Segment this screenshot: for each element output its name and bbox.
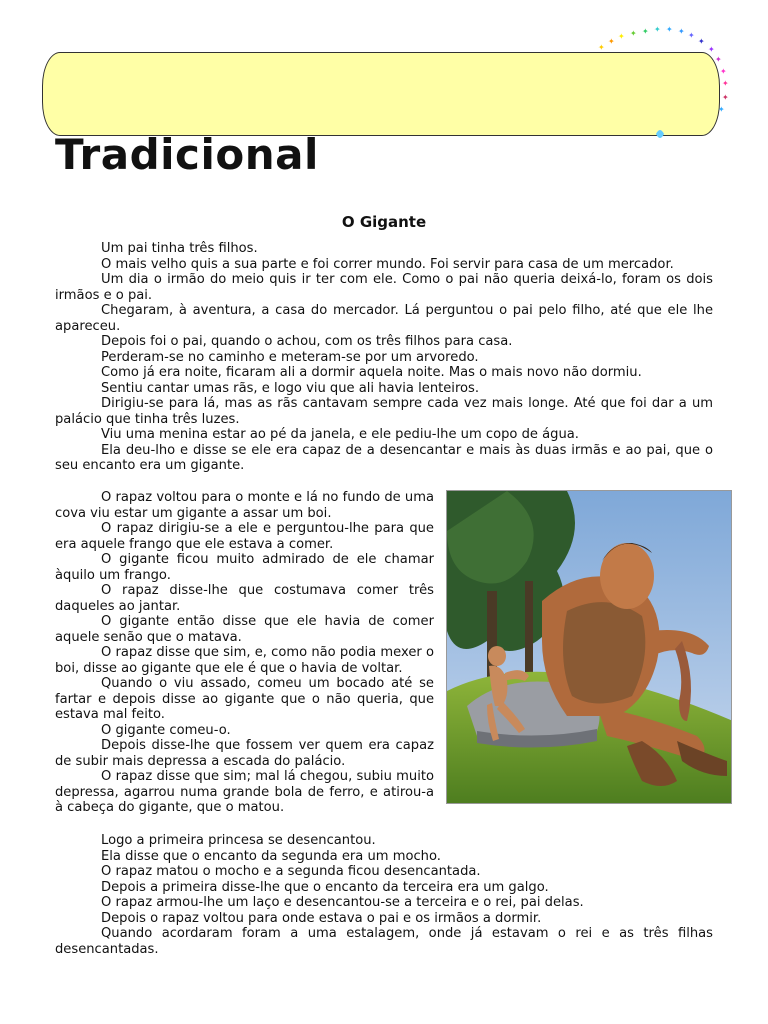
svg-text:✦: ✦ [630,29,637,38]
paragraph: O rapaz disse que sim; mal lá chegou, subiu muito depressa, agarrou numa grande bola de ferro, e atirou-a à cabeça do gigante, que o matou. [55,769,434,815]
svg-text:✦: ✦ [598,43,605,52]
paragraph: Depois disse-lhe que fossem ver quem era capaz de subir mais depressa a escada do palácio. [55,738,434,769]
svg-text:✦: ✦ [678,27,685,36]
paragraph: Dirigiu-se para lá, mas as rãs cantavam sempre cada vez mais longe. Até que foi dar a um palácio que tinha três luzes. [55,396,713,427]
paragraph: Logo a primeira princesa se desencantou. [101,833,376,848]
svg-text:✦: ✦ [666,25,673,34]
paragraph: O rapaz voltou para o monte e lá no fundo de uma cova viu estar um gigante a assar um boi. [55,490,434,521]
paragraph: O rapaz matou o mocho e a segunda ficou desencantada. [101,864,481,879]
paragraph: Viu uma menina estar ao pé da janela, e ele pediu-lhe um copo de água. [101,427,579,442]
paragraph: O gigante ficou muito admirado de ele chamar àquilo um frango. [55,552,434,583]
paragraph: O mais velho quis a sua parte e foi correr mundo. Foi servir para casa de um mercador. [101,256,674,272]
paragraph: O gigante comeu-o. [101,722,231,738]
paragraph: Sentiu cantar umas rãs, e logo viu que ali havia lenteiros. [101,380,480,396]
svg-text:✦: ✦ [698,37,705,46]
paragraph: Ela disse que o encanto da segunda era um mocho. [101,848,441,864]
svg-text:✦: ✦ [618,32,625,41]
story-text-bottom [55,833,713,957]
paragraph: Um pai tinha três filhos. [101,241,258,256]
svg-text:✦: ✦ [708,45,715,54]
paragraph: Depois o rapaz voltou para onde estava o pai e os irmãos a dormir. [101,910,542,926]
paragraph: Ela deu-lho e disse se ele era capaz de a desencantar e mais às duas irmãs e ao pai, que o seu encanto era um gigante. [55,442,713,473]
paragraph: O rapaz armou-lhe um laço e desencantou-se a terceira e o rei, pai delas. [101,895,584,910]
page-title: Tradicional [55,130,319,179]
paragraph: O rapaz disse-lhe que costumava comer três daqueles ao jantar. [55,583,434,614]
paragraph: Quando acordaram foram a uma estalagem, onde já estavam o rei e as três filhas desencantadas. [55,926,713,957]
story-text-wrapped [55,490,434,816]
paragraph: Depois a primeira disse-lhe que o encanto da terceira era um galgo. [101,879,549,895]
story-title: O Gigante [341,213,427,231]
paragraph: O gigante então disse que ele havia de comer aquele senão que o matava. [55,614,434,645]
svg-text:✦: ✦ [654,25,661,34]
svg-text:✦: ✦ [718,105,725,114]
svg-text:✦: ✦ [722,93,729,102]
paragraph: Como já era noite, ficaram ali a dormir aquela noite. Mas o mais novo não dormiu. [101,365,642,380]
svg-text:✦: ✦ [722,79,729,88]
paragraph: O rapaz disse que sim, e, como não podia mexer o boi, disse ao gigante que ele é que o havia de voltar. [55,645,434,676]
paragraph: Quando o viu assado, comeu um bocado até se fartar e depois disse ao gigante que o não queria, que estava mal feito. [55,676,434,722]
paragraph: Um dia o irmão do meio quis ir ter com ele. Como o pai não queria deixá-lo, foram os dois irmãos e o pai. [55,272,713,303]
story-text-top [55,241,713,474]
paragraph: Depois foi o pai, quando o achou, com os três filhos para casa. [101,334,513,349]
svg-text:✦: ✦ [688,31,695,40]
paragraph: Perderam-se no caminho e meteram-se por um arvoredo. [101,349,479,365]
star-arc-decoration [590,22,740,152]
svg-text:✦: ✦ [608,37,615,46]
svg-text:✦: ✦ [720,67,727,76]
giant-and-boy-illustration [446,490,732,804]
paragraph: Chegaram, à aventura, a casa do mercador. Lá perguntou o pai pelo filho, até que ele lhe apareceu. [55,303,713,334]
svg-text:✦: ✦ [642,27,649,36]
svg-text:✦: ✦ [715,55,722,64]
paragraph: O rapaz dirigiu-se a ele e perguntou-lhe para que era aquele frango que ele estava a comer. [55,521,434,552]
